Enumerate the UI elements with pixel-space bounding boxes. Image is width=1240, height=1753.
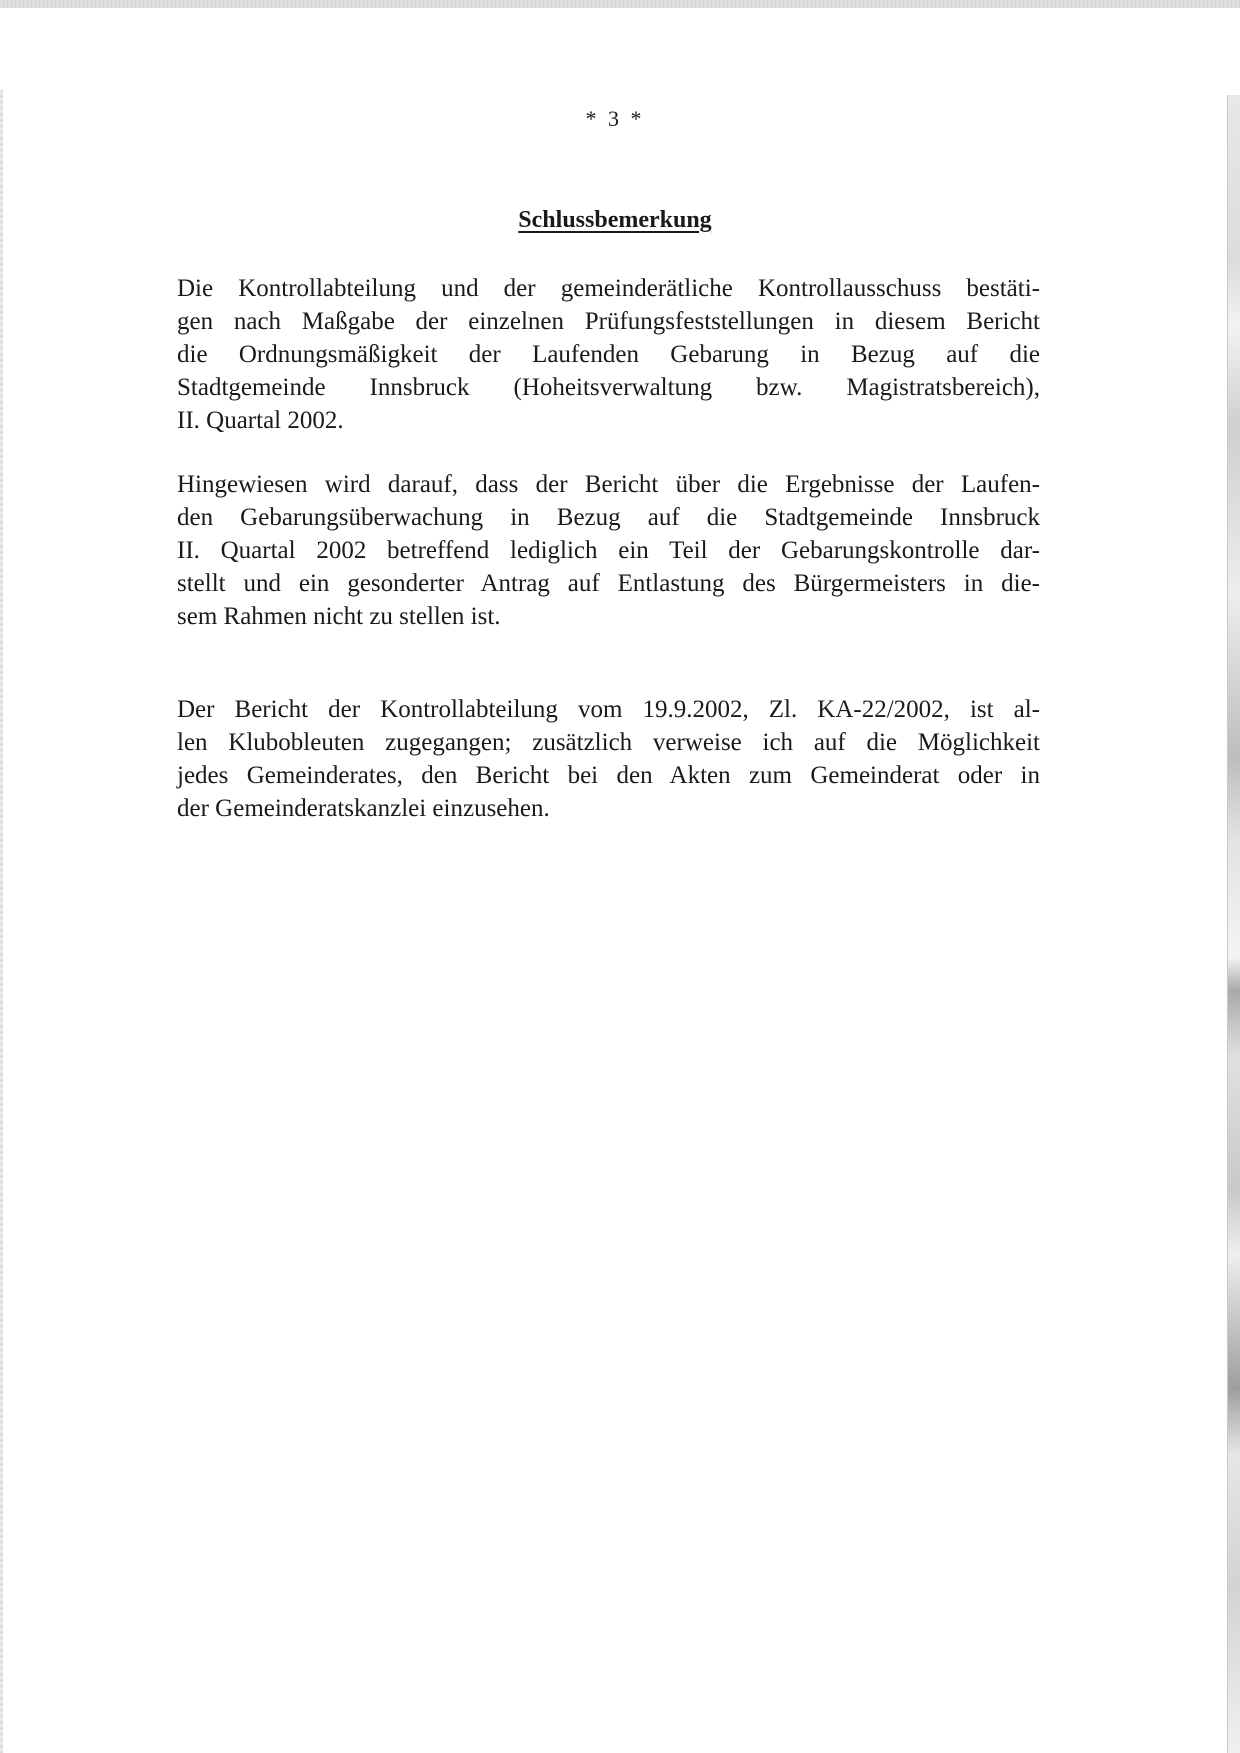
paragraph-line: Stadtgemeinde Innsbruck (Hoheitsverwaltung bzw. Magistratsbereich), <box>177 374 1040 401</box>
section-heading: Schlussbemerkung <box>518 207 712 233</box>
paragraph-conclusion <box>177 272 1040 437</box>
paragraph-line: Der Bericht der Kontrollabteilung vom 19.9.2002, Zl. KA-22/2002, ist al- <box>177 696 1040 723</box>
paragraph-line: II. Quartal 2002 betreffend lediglich ein Teil der Gebarungskontrolle dar- <box>177 537 1040 564</box>
paragraph-line: die Ordnungsmäßigkeit der Laufenden Gebarung in Bezug auf die <box>177 341 1040 368</box>
paragraph-report-reference <box>177 693 1040 825</box>
paragraph-line: Hingewiesen wird darauf, dass der Bericht über die Ergebnisse der Laufen- <box>177 471 1040 498</box>
paragraph-line: II. Quartal 2002. <box>177 407 344 434</box>
scan-edge-top <box>0 0 1240 8</box>
paragraph-line: stellt und ein gesonderter Antrag auf Entlastung des Bürgermeisters in die- <box>177 570 1040 597</box>
paragraph-line: der Gemeinderatskanzlei einzusehen. <box>177 795 550 822</box>
paragraph-line: sem Rahmen nicht zu stellen ist. <box>177 603 501 630</box>
paragraph-line: den Gebarungsüberwachung in Bezug auf die Stadtgemeinde Innsbruck <box>177 504 1040 531</box>
paragraph-line: gen nach Maßgabe der einzelnen Prüfungsfeststellungen in diesem Bericht <box>177 308 1040 335</box>
paragraph-note <box>177 468 1040 633</box>
paragraph-line: len Klubobleuten zugegangen; zusätzlich verweise ich auf die Möglichkeit <box>177 729 1040 756</box>
page-number: * 3 * <box>585 106 645 131</box>
scan-edge-left <box>0 90 3 1753</box>
paragraph-line: Die Kontrollabteilung und der gemeinderätliche Kontrollausschuss bestäti- <box>177 275 1040 302</box>
paragraph-line: jedes Gemeinderates, den Bericht bei den Akten zum Gemeinderat oder in <box>177 762 1040 789</box>
scan-edge-right <box>1227 95 1240 1753</box>
